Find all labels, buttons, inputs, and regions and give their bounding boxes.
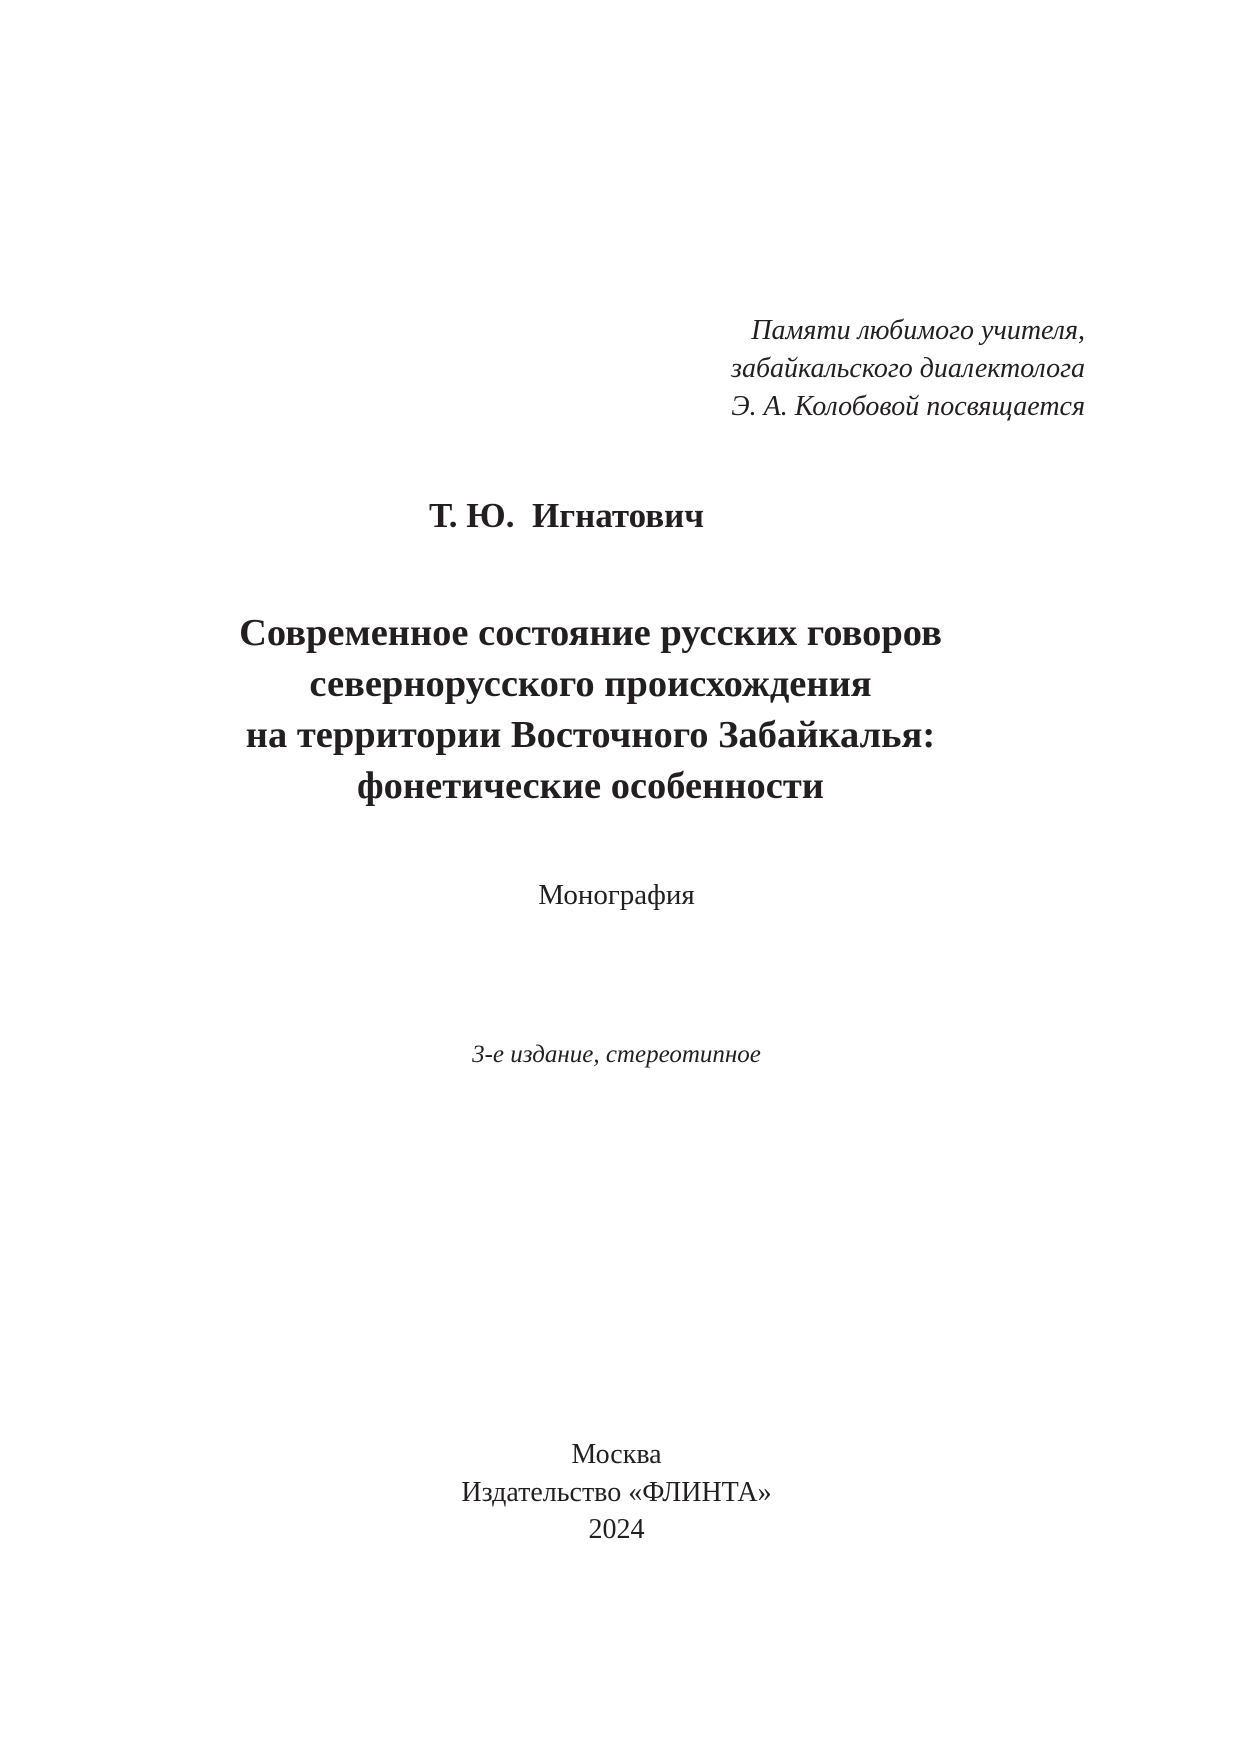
book-title	[0, 608, 1241, 812]
book-title-line: севернорусского происхождения	[309, 663, 872, 705]
dedication-line: Памяти любимого учителя,	[751, 315, 1085, 346]
book-title-line: Современное состояние русских говоров	[239, 612, 942, 654]
dedication-line: Э. А. Колобовой посвящается	[731, 391, 1085, 422]
imprint-publisher: Издательство «ФЛИНТА»	[461, 1476, 772, 1508]
dedication	[600, 312, 1085, 426]
dedication-line: забайкальского диалектолога	[731, 353, 1085, 384]
imprint	[0, 1436, 1241, 1549]
edition-note: 3-е издание, стереотипное	[472, 1041, 761, 1068]
imprint-city: Москва	[571, 1439, 662, 1470]
imprint-year: 2024	[588, 1514, 645, 1545]
book-title-line: фонетические особенности	[357, 765, 824, 807]
author-name: Т. Ю. Игнатович	[428, 496, 705, 535]
genre-label: Монография	[538, 879, 695, 911]
book-title-line: на территории Восточного Забайкалья:	[245, 714, 936, 756]
